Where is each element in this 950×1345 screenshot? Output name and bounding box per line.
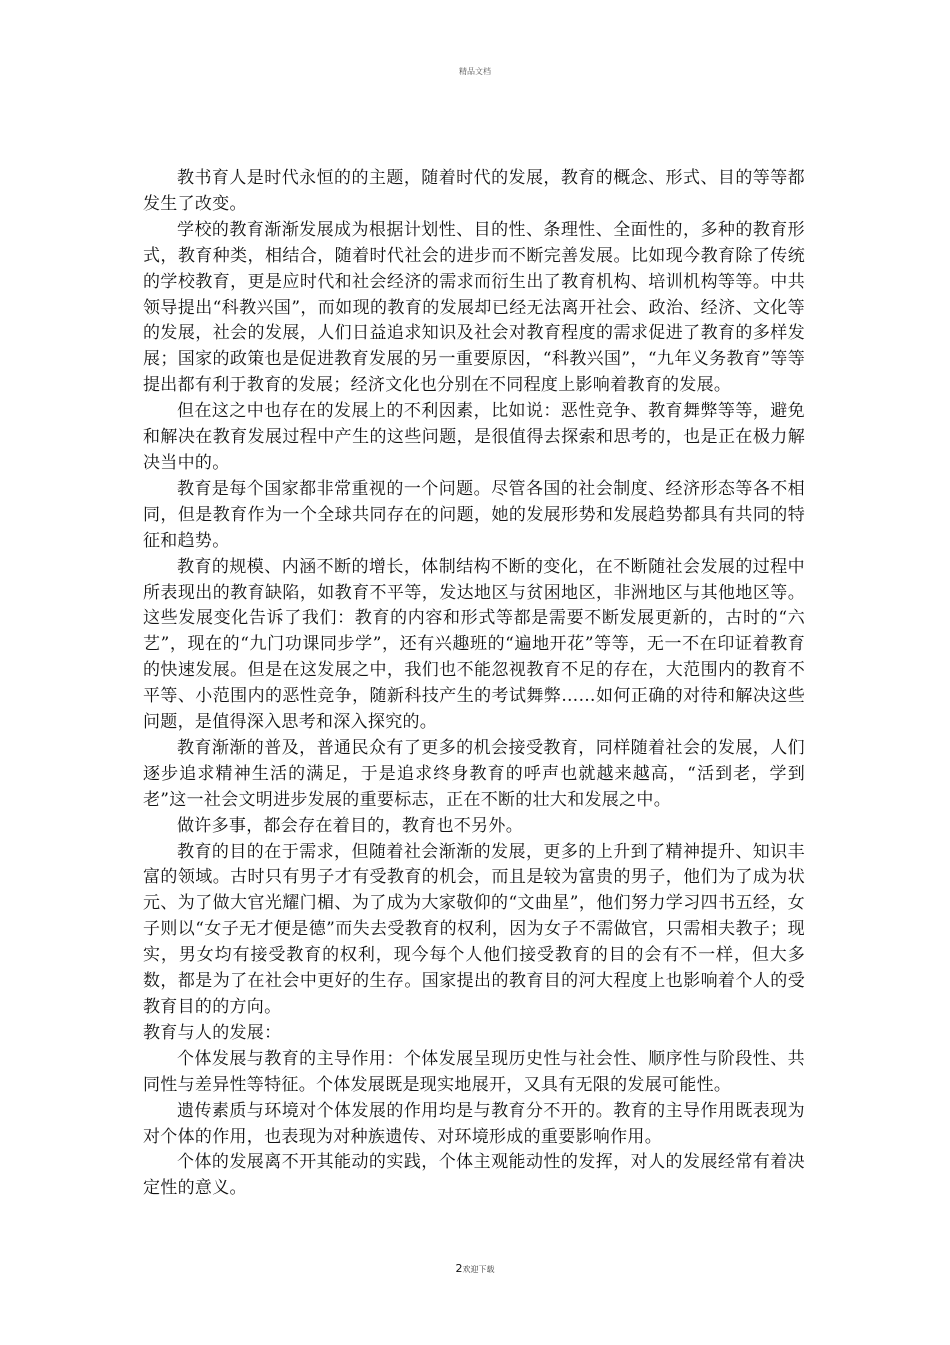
paragraph-1: 教书育人是时代永恒的的主题，随着时代的发展，教育的概念、形式、目的等等都发生了改变。	[143, 168, 805, 214]
page-header: 精品文档	[459, 67, 491, 76]
footer-text: 欢迎下载	[462, 1265, 495, 1274]
paragraph-3: 但在这之中也存在的发展上的不利因素，比如说：恶性竞争、教育舞弊等等，避免和解决在教育发展过程中产生的这些问题，是很值得去探索和思考的，也是正在极力解决当中的。	[143, 401, 805, 473]
paragraph-2: 学校的教育渐渐发展成为根据计划性、目的性、条理性、全面性的，多种的教育形式，教育种类，相结合，随着时代社会的进步而不断完善发展。比如现今教育除了传统的学校教育，更是应时代和社会经济的需求而衍生出了教育机构、培训机构等等。中共领导提出“科教兴国”，而如现的教育的发展却已经无法离开社会、政治、经济、文化等的发展，社会的发展，人们日益追求知识及社会对教育程度的需求促进了教育的多样发展；国家的政策也是促进教育发展的另一重要原因，“科教兴国”，“九年义务教育”等等提出都有利于教育的发展；经济文化也分别在不同程度上影响着教育的发展。	[143, 219, 805, 396]
document-body	[143, 166, 805, 1202]
paragraph-10: 遗传素质与环境对个体发展的作用均是与教育分不开的。教育的主导作用既表现为对个体的作用，也表现为对种族遗传、对环境形成的重要影响作用。	[143, 1100, 805, 1147]
paragraph-7: 做许多事，都会存在着目的，教育也不另外。	[177, 815, 523, 836]
page-footer	[0, 1262, 950, 1275]
page-number: 2	[455, 1262, 463, 1275]
paragraph-11: 个体的发展离不开其能动的实践，个体主观能动性的发挥，对人的发展经常有着决定性的意义。	[143, 1152, 805, 1199]
paragraph-8: 教育的目的在于需求，但随着社会渐渐的发展，更多的上升到了精神提升、知识丰富的领域。古时只有男子才有受教育的机会，而且是较为富贵的男子，他们为了成为状元、为了做大官光耀门楣、为了成为大家敬仰的“文曲星”，他们努力学习四书五经，女子则以“女子无才便是德”而失去受教育的权利，因为女子不需做官，只需相夫教子；现实，男女均有接受教育的权利，现今每个人他们接受教育的目的会有不一样，但大多数，都是为了在社会中更好的生存。国家提出的教育目的河大程度上也影响着个人的受教育目的的方向。	[143, 841, 805, 1017]
paragraph-4: 教育是每个国家都非常重视的一个问题。尽管各国的社会制度、经济形态等各不相同，但是教育作为一个全球共同存在的问题，她的发展形势和发展趋势都具有共同的特征和趋势。	[143, 478, 805, 551]
paragraph-5: 教育的规模、内涵不断的增长，体制结构不断的变化，在不断随社会发展的过程中所表现出的教育缺陷，如教育不平等，发达地区与贫困地区，非洲地区与其他地区等。这些发展变化告诉了我们：教育的内容和形式等都是需要不断发展更新的，古时的“六艺”，现在的“九门功课同步学”，还有兴趣班的“遍地开花”等等，无一不在印证着教育的快速发展。但是在这发展之中，我们也不能忽视教育不足的存在，大范围内的教育不平等、小范围内的恶性竞争，随新科技产生的考试舞弊……如何正确的对待和解决这些问题，是值得深入思考和深入探究的。	[143, 556, 805, 733]
paragraph-6: 教育渐渐的普及，普通民众有了更多的机会接受教育，同样随着社会的发展，人们逐步追求精神生活的满足，于是追求终身教育的呼声也就越来越高，“活到老，学到老”这一社会文明进步发展的重要标志，正在不断的壮大和发展之中。	[143, 737, 805, 810]
paragraph-9: 个体发展与教育的主导作用：个体发展呈现历史性与社会性、顺序性与阶段性、共同性与差异性等特征。个体发展既是现实地展开，又具有无限的发展可能性。	[143, 1048, 805, 1095]
section-heading: 教育与人的发展：	[143, 1022, 282, 1043]
